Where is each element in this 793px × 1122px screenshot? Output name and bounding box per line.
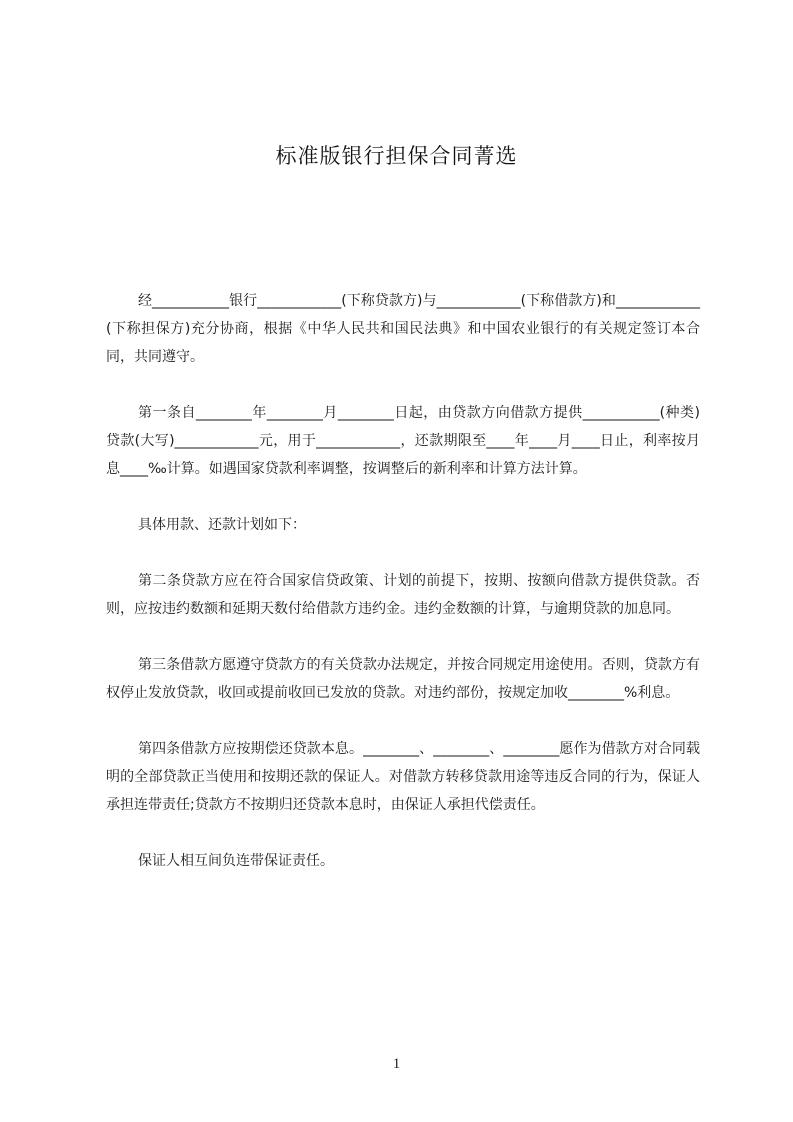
paragraph-article-4: 第四条借款方应按期偿还贷款本息。________、________、________愿作为借款方对合同载明的全部贷款正当使用和按期还款的保证人。对借款方转移贷款用途等违反合同的行为，保证人承担连带责任;贷款方不按期归还贷款本息时，由保证人承担代偿责任。	[106, 741, 700, 813]
paragraph-spacer	[106, 539, 700, 567]
paragraph-article-1: 第一条自________年________月________日起，由贷款方向借款方提供___________(种类)贷款(大写)____________元，用于____________，还款期限至____年____月____日止，利率按月息____‰计算。如遇国家贷款利率调整，按调整后的新利率和计算方法计算。	[106, 405, 700, 477]
paragraph-parties: 经___________银行____________(下称贷款方)与____________(下称借款方)和____________(下称担保方)充分协商，根据《中华人民共和国民法典》和中国农业银行的有关规定签订本合同，共同遵守。	[106, 293, 700, 365]
document-body	[106, 287, 700, 875]
paragraph-repayment-plan: 具体用款、还款计划如下：	[138, 517, 306, 533]
paragraph-article-2: 第二条贷款方应在符合国家信贷政策、计划的前提下，按期、按额向借款方提供贷款。否则，应按违约数额和延期天数付给借款方违约金。违约金数额的计算，与逾期贷款的加息同。	[106, 573, 700, 617]
document-title: 标准版银行担保合同菁选	[275, 144, 518, 168]
paragraph-spacer	[106, 483, 700, 511]
paragraph-joint-liability: 保证人相互间负连带保证责任。	[138, 853, 334, 869]
paragraph-spacer	[106, 819, 700, 847]
paragraph-spacer	[106, 707, 700, 735]
paragraph-spacer	[106, 623, 700, 651]
page-number: 1	[392, 1056, 401, 1072]
paragraph-spacer	[106, 371, 700, 399]
paragraph-article-3: 第三条借款方愿遵守贷款方的有关贷款办法规定，并按合同规定用途使用。否则，贷款方有权停止发放贷款，收回或提前收回已发放的贷款。对违约部份，按规定加收________%利息。	[106, 657, 700, 701]
